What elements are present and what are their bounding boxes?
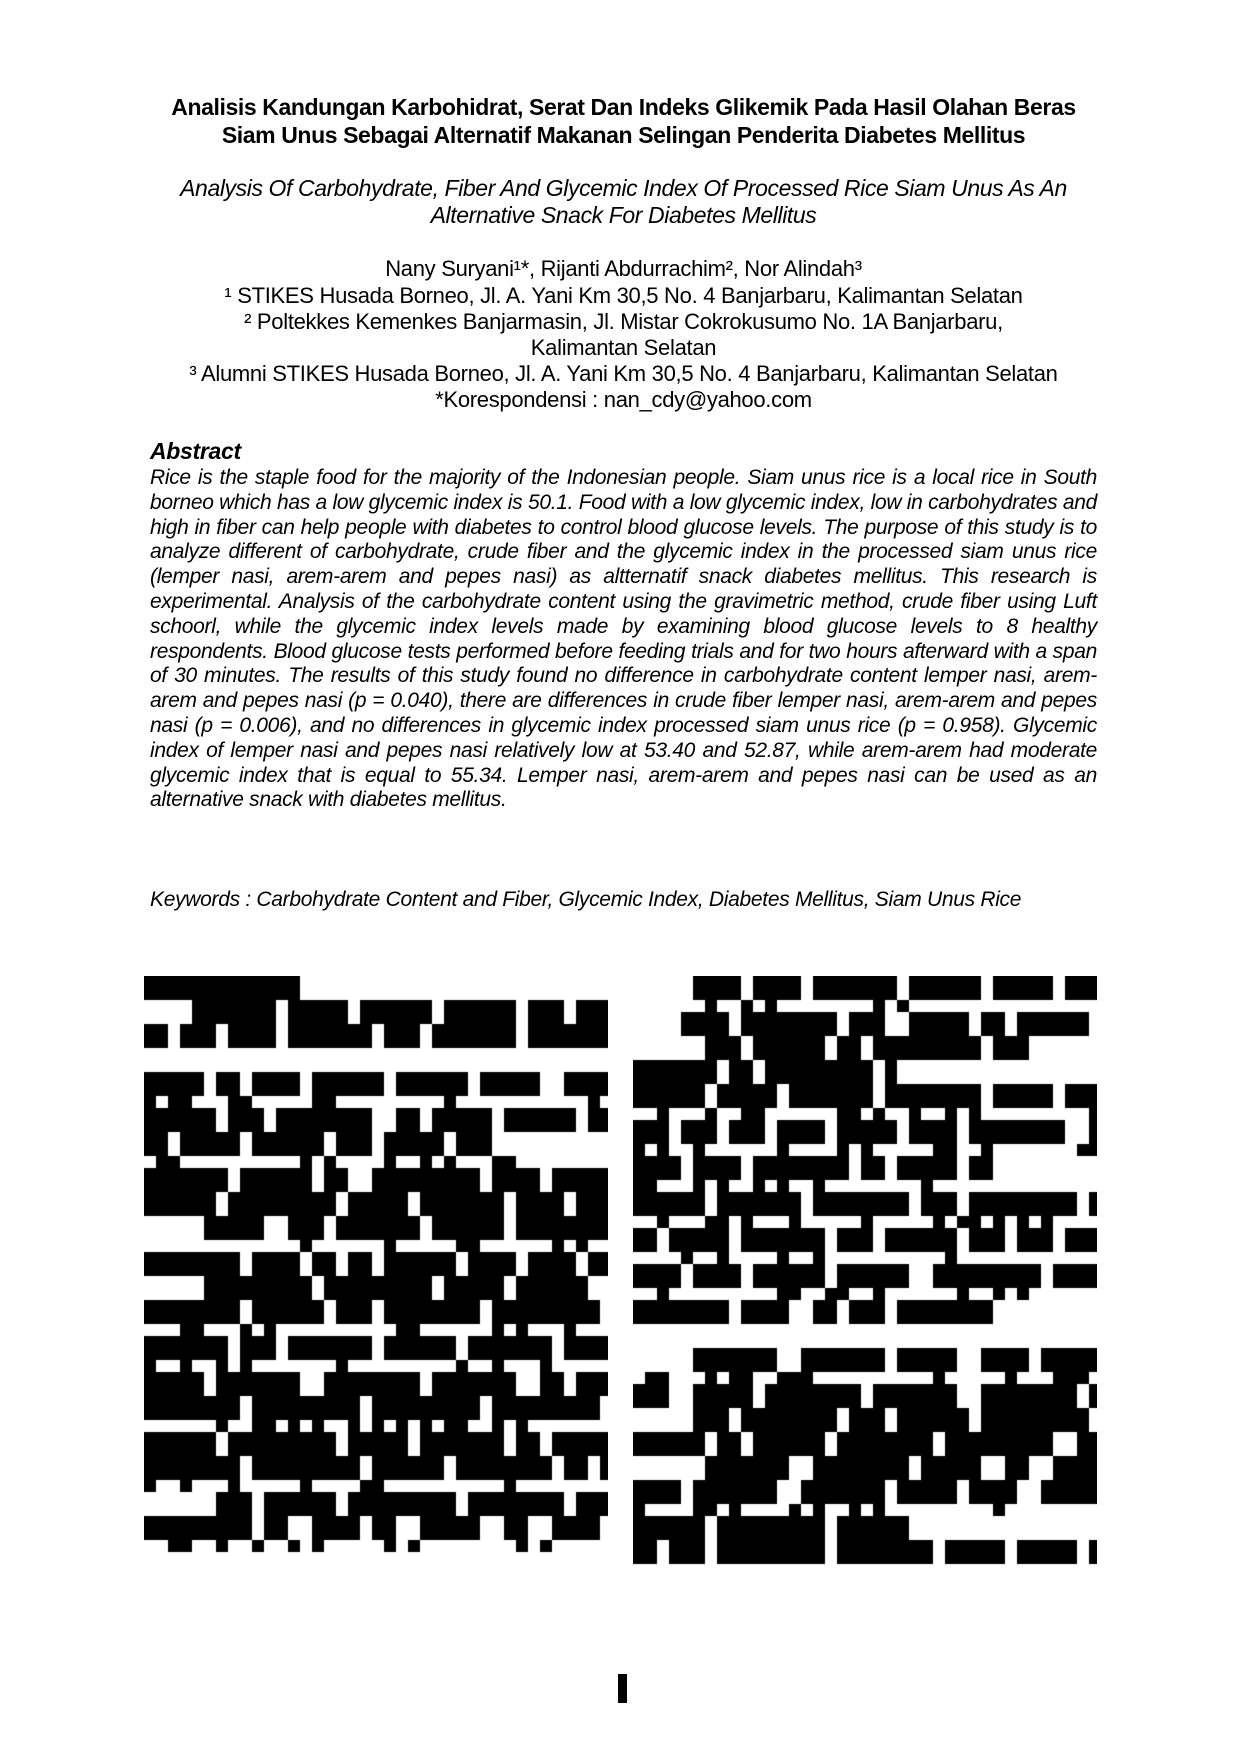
- affiliation-line-3: ³ Alumni STIKES Husada Borneo, Jl. A. Yani Km 30,5 No. 4 Banjarbaru, Kalimantan Selatan: [189, 361, 1058, 386]
- keywords-line: [150, 884, 1097, 916]
- affiliation-line-1: ¹ STIKES Husada Borneo, Jl. A. Yani Km 30,5 No. 4 Banjarbaru, Kalimantan Selatan: [224, 283, 1023, 308]
- affiliation-line-2-cont: Kalimantan Selatan: [530, 335, 717, 360]
- affiliation-line-2: ² Poltekkes Kemenkes Banjarmasin, Jl. Mistar Cokrokusumo No. 1A Banjarbaru,: [244, 309, 1003, 334]
- paper-title-indonesian: Analisis Kandungan Karbohidrat, Serat Dan Indeks Glikemik Pada Hasil Olahan Beras Siam Unus Sebagai Alternatif Makanan Selingan Penderita Diabetes Mellitus: [171, 94, 1076, 148]
- keywords-text: Carbohydrate Content and Fiber, Glycemic Index, Diabetes Mellitus, Siam Unus Rice: [256, 888, 1022, 911]
- authors-line: Nany Suryani¹*, Rijanti Abdurrachim², Nor Alindah³: [385, 256, 862, 281]
- abstract-paragraph: Rice is the staple food for the majority of the Indonesian people. Siam unus rice is a local rice in South borneo which has a low glycemic index is 50.1. Food with a low glycemic index, low in carbohydrates and high in fiber can help people with diabetes to control blood glucose levels. The purpose of this study is to analyze different of carbohydrate, crude fiber and the glycemic index in the processed siam unus rice (lemper nasi, arem-arem and pepes nasi) as altternatif snack diabetes mellitus. This research is experimental. Analysis of the carbohydrate content using the gravimetric method, crude fiber using Luft schoorl, while the glycemic index levels made by examining blood glucose levels to 8 healthy respondents. Blood glucose tests performed before feeding trials and for two hours afterward with a span of 30 minutes. The results of this study found no difference in carbohydrate content lemper nasi, arem-arem and pepes nasi (p = 0.040), there are differences in crude fiber lemper nasi, arem-arem and pepes nasi (p = 0.006), and no differences in glycemic index processed siam unus rice (p = 0.958). Glycemic index of lemper nasi and pepes nasi relatively low at 53.40 and 52.87, while arem-arem had moderate glycemic index that is equal to 55.34. Lemper nasi, arem-arem and pepes nasi can be used as an alternative snack with diabetes mellitus.: [150, 466, 1097, 812]
- page-number-block: [618, 1674, 627, 1703]
- redacted-text-column-right: [633, 976, 1097, 1585]
- abstract-heading: Abstract: [150, 438, 241, 464]
- keywords-label: Keywords :: [150, 888, 257, 911]
- paper-title-english: Analysis Of Carbohydrate, Fiber And Glycemic Index Of Processed Rice Siam Unus As An Alternative Snack For Diabetes Mellitus: [180, 175, 1067, 228]
- redacted-text-column-left: [144, 976, 608, 1585]
- affiliations-block: [126, 283, 1121, 413]
- correspondence-line: *Korespondensi : nan_cdy@yahoo.com: [435, 387, 812, 412]
